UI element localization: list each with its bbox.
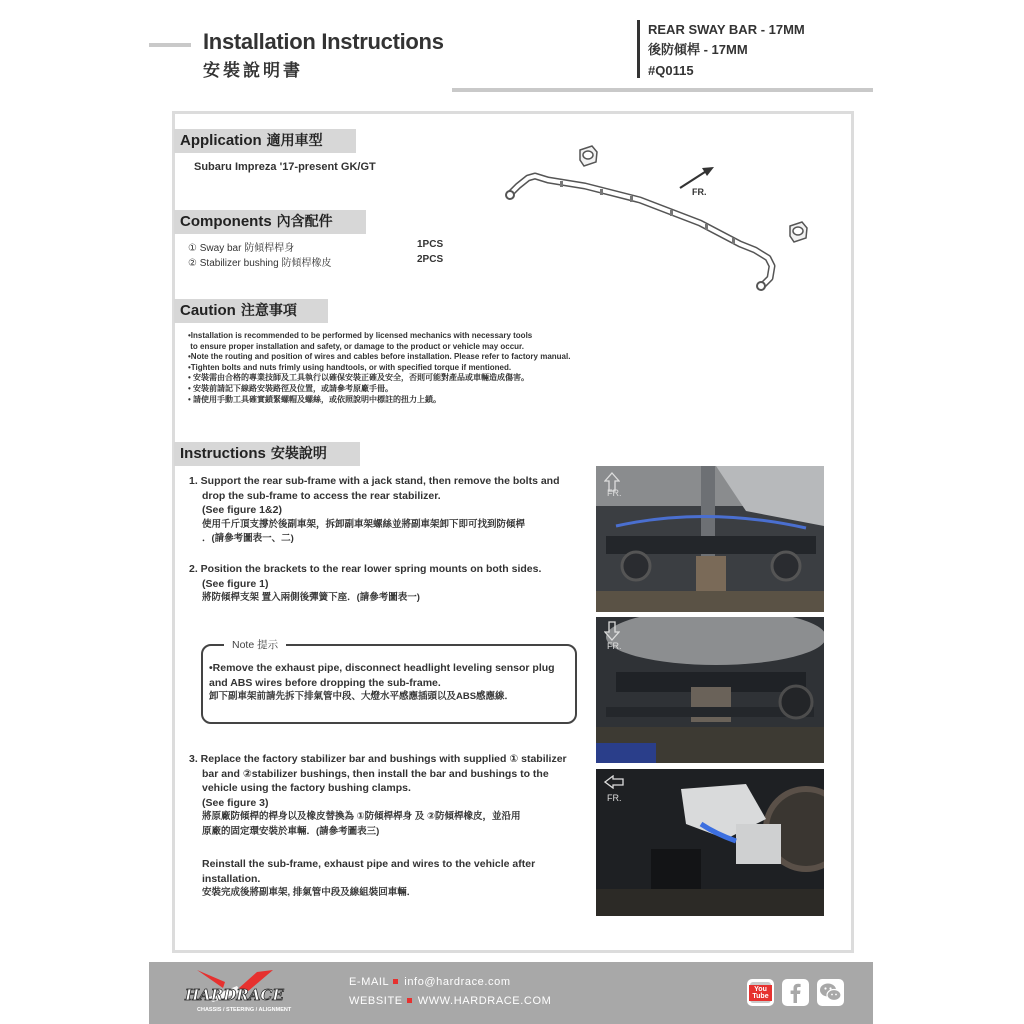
components-heading: Components [180, 213, 272, 230]
section-heading-instructions [174, 442, 360, 466]
email-label: E-MAIL [349, 976, 390, 988]
figure-1-photo [596, 466, 824, 612]
caution-list [188, 331, 570, 405]
section-heading-application [174, 129, 356, 153]
figure-direction-label: FR. [607, 488, 622, 498]
step-line: ．(請參考圖表一、二) [202, 533, 294, 544]
step-line: 3. Replace the factory stabilizer bar and bushings with supplied ① stabilizer [189, 753, 567, 765]
component-qty: 1PCS [417, 239, 444, 250]
header-rule-left [149, 43, 191, 47]
undercar-photo-illustration [596, 466, 824, 612]
caution-line: • 請使用手動工具確實鎖緊螺帽及螺絲，或依照說明中標註的扭力上鎖。 [188, 394, 442, 404]
step-line: (See figure 1) [202, 577, 269, 590]
header-divider [637, 20, 640, 78]
page-title-zh: 安裝說明書 [203, 61, 303, 81]
component-name: ① Sway bar 防傾桿桿身 [188, 243, 295, 254]
bushing-clamp-photo-illustration [596, 769, 824, 916]
page-title: Installation Instructions [203, 29, 444, 54]
reinstall-note [202, 857, 592, 901]
website-row [349, 995, 551, 1007]
note-line: •Remove the exhaust pipe, disconnect headlight leveling sensor plug [209, 662, 555, 674]
caution-heading-zh: 注意事項 [240, 303, 297, 319]
step-line: bar and ②stabilizer bushings, then install the bar and bushings to the [202, 767, 549, 780]
caution-line: •Installation is recommended to be performed by licensed mechanics with necessary tools [188, 331, 533, 340]
reinstall-line: 安裝完成後將副車架, 排氣管中段及線組裝回車輛． [202, 887, 417, 898]
step-line: 1. Support the rear sub-frame with a jack stand, then remove the bolts and [189, 475, 560, 487]
reinstall-line: installation. [202, 872, 261, 885]
step-line: 將原廠防傾桿的桿身以及橡皮替換為 ①防傾桿桿身 及 ②防傾桿橡皮，並沿用 [202, 811, 521, 822]
email-row [349, 976, 511, 988]
product-name-zh: 後防傾桿 - 17MM [648, 42, 748, 57]
note-text [209, 661, 569, 705]
note-line: and ABS wires before dropping the sub-frame. [209, 676, 441, 689]
caution-line: •Note the routing and position of wires and cables before installation. Please refer to factory manual. [188, 352, 571, 362]
product-name: REAR SWAY BAR - 17MM [648, 22, 805, 37]
step-2 [189, 562, 589, 606]
caution-line: • 安裝需由合格的專業技師及工具執行以確保安裝正確及安全，否則可能對產品或車輛造成傷害。 [188, 373, 530, 383]
bullet-icon [407, 998, 412, 1003]
front-direction-label: FR. [692, 187, 707, 197]
caution-line: • 安裝前請記下線路安裝路徑及位置，或請參考原廠手冊。 [188, 383, 394, 393]
caution-line: to ensure proper installation and safety, or damage to the product or vehicle may occur. [188, 341, 524, 351]
step-line: 2. Position the brackets to the rear lower spring mounts on both sides. [189, 563, 542, 575]
figure-direction-label: FR. [607, 641, 622, 651]
front-left-arrow-icon [604, 775, 624, 789]
header-rule-right [452, 88, 873, 92]
bushing-icon [790, 222, 807, 242]
website-label: WEBSITE [349, 995, 403, 1007]
section-heading-caution [174, 299, 328, 323]
figure-2-photo [596, 617, 824, 763]
vehicle-fitment: Subaru Impreza '17-present GK/GT [194, 161, 376, 173]
note-line: 卸下副車架前請先拆下排氣管中段、大燈水平感應插頭以及ABS感應線． [209, 691, 515, 702]
step-line: (See figure 3) [202, 796, 269, 809]
youtube-icon[interactable] [747, 979, 774, 1006]
hardrace-logo [177, 968, 317, 1014]
step-1 [189, 474, 589, 547]
website-link[interactable]: WWW.HARDRACE.COM [417, 995, 552, 1007]
note-title: Note 提示 [224, 637, 286, 652]
component-item [188, 239, 294, 254]
caution-line: •Tighten bolts and nuts frimly using handtools, or with specified torque if mentioned. [188, 362, 512, 372]
section-heading-components [174, 210, 366, 234]
front-down-arrow-icon [604, 621, 620, 641]
sway-bar-illustration [506, 176, 772, 290]
instructions-heading-zh: 安裝說明 [270, 446, 327, 462]
part-number: #Q0115 [648, 63, 694, 78]
bullet-icon [393, 979, 398, 984]
footer [149, 962, 873, 1024]
youtube-icon-text: You Tube [749, 985, 772, 1001]
instructions-heading: Instructions [180, 445, 266, 462]
email-link[interactable]: info@hardrace.com [404, 976, 511, 988]
step-line: vehicle using the factory bushing clamps. [202, 782, 411, 794]
caution-heading: Caution [180, 302, 236, 319]
wechat-icon[interactable] [817, 979, 844, 1006]
sway-bar-diagram [500, 138, 820, 298]
application-heading-zh: 適用車型 [266, 133, 323, 149]
step-line: 原廠的固定環安裝於車輛．(請參考圖表三) [202, 825, 380, 837]
subframe-photo-illustration [596, 617, 824, 763]
bushing-icon [580, 146, 597, 166]
figure-3-photo [596, 769, 824, 916]
component-qty: 2PCS [417, 254, 444, 265]
reinstall-line: Reinstall the sub-frame, exhaust pipe and wires to the vehicle after [202, 858, 536, 870]
application-heading: Application [180, 132, 262, 149]
step-line: (See figure 1&2) [202, 504, 282, 516]
figure-direction-label: FR. [607, 793, 622, 803]
components-heading-zh: 內含配件 [276, 214, 333, 230]
component-name: ② Stabilizer bushing 防傾桿橡皮 [188, 258, 332, 269]
step-line: 將防傾桿支架 置入兩側後彈簧下座．(請參考圖表一) [202, 592, 420, 603]
brand-tagline: CHASSIS / STEERING / ALIGNMENT [197, 1007, 292, 1013]
step-3 [189, 752, 589, 839]
step-line: drop the sub-frame to access the rear stabilizer. [202, 489, 441, 502]
front-arrow-icon [680, 167, 714, 188]
brand-wordmark: HARDRACE [185, 986, 284, 1004]
component-item [188, 254, 331, 269]
step-line: 使用千斤頂支撐於後副車架，拆卸副車架螺絲並將副車架卸下即可找到防傾桿 [202, 518, 526, 530]
facebook-icon[interactable] [782, 979, 809, 1006]
